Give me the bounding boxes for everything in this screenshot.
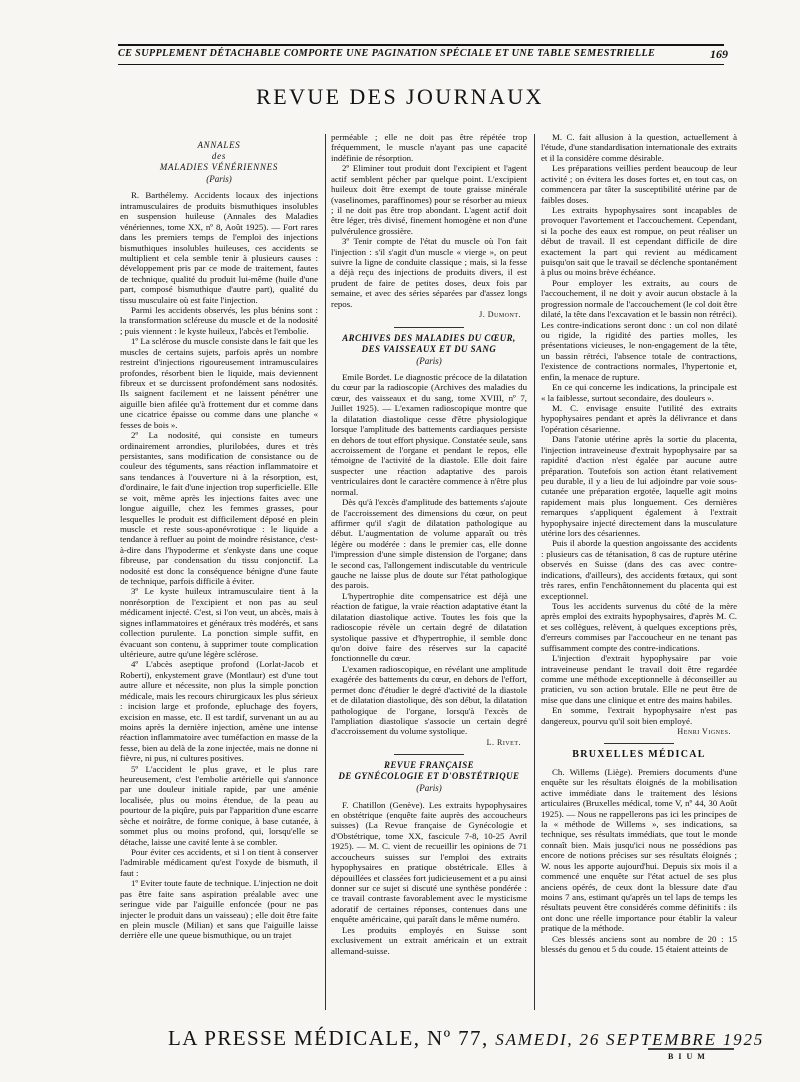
stamp-rule bbox=[648, 1048, 734, 1050]
paragraph: 1º Eviter toute faute de technique. L'injection ne doit pas être faite sans aspiration préalable avec une seringue vide par l'aiguille enfoncée (pour ne pas injecter le produit dans un vaisseau) ; elle doit être faite en plein muscle (Milian) et sans que l'aiguille laisse derrière elle une queue bismuthique, ou un trajet bbox=[120, 878, 318, 941]
paragraph: Pour éviter ces accidents, et si l on tient à conserver l'admirable médicament qu'est l'oxyde de bismuth, il faut : bbox=[120, 847, 318, 878]
paragraph: 2º La nodosité, qui consiste en tumeurs ordinairement arrondies, plurilobées, dures et très persistantes, sans modification de consistance ou de couleur des téguments, sans réaction inflammatoire et sans tendances à l'ouverture ni à la résorption, est, d'ordinaire, le fait d'une injection trop superficielle. Elle se voit, même après les injections faites avec une longue aiguille, chez les femmes grasses, pour lesquelles le produit est difficilement déposé en plein muscle et reste sous-aponévrotique : le liquide a tendance à refluer au point de moindre résistance, c'est-à-dire dans l'hypoderme et s'enkyste dans une coque fibreuse, par condensation du tissu conjonctif. La nodosité est donc la conséquence bénigne d'une faute de technique, parfois difficile à éviter. bbox=[120, 430, 318, 587]
paragraph: F. Chatillon (Genève). Les extraits hypophysaires en obstétrique (enquête faite auprès des accoucheurs suisses) (La Revue française de Gynécologie et d'Obstétrique, tome XX, fascicule 7-8, 10-25 Avril 1925). — M. C. vient de recueillir les opinions de 71 accoucheurs suisses sur l'emploi des extraits hypophysaires en pratique obstétricale. Elles à dépouillées et classées fort judicieusement et a pu ainsi donner sur ce sujet si discuté une synthèse pondérée : ce travail contraste favorablement avec le mysticisme adoratif de certaines réponses, contenues dans une enquête américaine, qui paraît dans le même numéro. bbox=[331, 799, 527, 925]
paragraph: L'examen radioscopique, en révélant une amplitude exagérée des battements du cœur, en dehors de l'effort, permet donc d'étudier le degré d'activité de la diastole et de dilatation diastolique, dès son début, la dilatation pathologique de l'organe, lorsqu'à l'excès de l'ampliation diastolique s'associe un certain degré d'accroissement du volume systolique. bbox=[331, 663, 527, 737]
page-title: REVUE DES JOURNAUX bbox=[256, 84, 544, 109]
column-divider bbox=[325, 134, 326, 1010]
header-rule-bottom bbox=[118, 64, 724, 65]
footer-journal: LA PRESSE MÉDICALE, Nº 77, bbox=[168, 1026, 489, 1050]
section-place: (Paris) bbox=[206, 174, 232, 184]
paragraph: Les extraits hypophysaires sont incapables de provoquer l'avortement et l'accouchement. Cependant, si la poche des eaux est rompue, on peut réaliser un début de travail. Il est cependant difficile de dire exactement la part qui revient au médicament puisqu'on sait que le travail se déclenche spontanément à plus ou moins brève échéance. bbox=[541, 204, 737, 278]
column-1 bbox=[120, 136, 318, 941]
paragraph: Pour employer les extraits, au cours de l'accouchement, il ne doit y avoir aucun obstacle à la progression normale de l'accouchement (le col doit être dilaté, la tête dans l'excavation et le bassin non rétréci). Les contre-indications seront donc : un col non dilaté ou rigide, la rigidité des parties molles, les présentations vicieuses, le non-engagement de la tête, un bassin rétréci, l'absence totale de contractions, l'existence de contractions normales, l'hypertonie et, enfin, la menace de rupture. bbox=[541, 277, 737, 382]
section-divider bbox=[604, 743, 674, 744]
author-signature: Henri Vignes. bbox=[677, 727, 731, 737]
paragraph: Emile Bordet. Le diagnostic précoce de la dilatation du cœur par la radioscopie (Archives des maladies du cœur, des vaisseaux et du sang, tome XVIII, nº 7, Juillet 1925). — L'examen radioscopique montre que la dilatation diastolique cesse d'être physiologique lorsque l'amplitude des battements cardiaques persiste en dehors de tout effort physique. Constatée seule, sans accroissement de l'organe et pendant le repos, elle témoigne de l'activité de la diastole. Elle doit faire suspecter une réaction adaptative des parois ventriculaires dont le caractère commence à n'être plus normal. bbox=[331, 372, 527, 497]
header-rule-top bbox=[118, 44, 724, 46]
library-stamp: BIUM bbox=[668, 1052, 710, 1061]
author-signature: L. Rivet. bbox=[486, 737, 521, 747]
paragraph: Les préparations veillies perdent beaucoup de leur activité ; on évitera les doses fortes et, en tout cas, on commencera par tâter la susceptibilité utérine par de faibles doses. bbox=[541, 163, 737, 205]
paragraph: Tous les accidents survenus du côté de la mère après emploi des extraits hypophysaires, d'après M. C. et ses collègues, relèvent, à quelques exceptions près, d'erreurs commises par l'accoucheur en ne tenant pas suffisamment compte des contre-indications. bbox=[541, 600, 737, 653]
paragraph: Ch. Willems (Liège). Premiers documents d'une enquête sur les résultats éloignés de la mobilisation active immédiate dans le traitement des lésions articulaires (Bruxelles médical, tome V, nº 44, 30 Août 1925). — Nous ne rappellerons pas ici les principes de la « méthode de Willems », ses indications, sa technique, ses résultats immédiats, que tout le monde connaît bien. Mais jusqu'ici nous ne possédions pas encore de notions précises sur ses résultats éloignés ; W. nous les apporte aujourd'hui. Depuis six mois il a commencé une enquête sur l'état actuel de ses plus anciens opérés, de ceux dont la blessure date d'au moins 7 ans, estimant qu'après un tel laps de temps les résultats peuvent être considérés comme définitifs : ils ont donc une réelle importance pour établir la valeur pratique de la méthode. bbox=[541, 766, 737, 934]
paragraph: 3º Le kyste huileux intramusculaire tient à la nonrésorption de l'excipient et non pas au seul médicament injecté. C'est, si l'on veut, un abcès, mais à signes inflammatoires et généraux très modérés, et sans collection purulente. La ponction simple suffit, en évacuant son contenu, à supprimer toute complication ultérieure, autre qu'une légère sclérose. bbox=[120, 586, 318, 659]
footer-date: SAMEDI, 26 SEPTEMBRE 1925 bbox=[495, 1030, 765, 1049]
page-number: 169 bbox=[710, 47, 728, 61]
section-place: (Paris) bbox=[416, 355, 442, 366]
page-footer bbox=[168, 1026, 765, 1054]
section-heading bbox=[331, 333, 527, 355]
paragraph: Parmi les accidents observés, les plus bénins sont : la transformation scléreuse du muscle et de la nodosité ; puis viennent : le kyste huileux, l'abcès et l'embolie. bbox=[120, 305, 318, 336]
paragraph: Les produits employés en Suisse sont exclusivement un extrait américain et un extrait allemand-suisse. bbox=[331, 924, 527, 956]
section-divider bbox=[394, 327, 464, 328]
paragraph: L'injection d'extrait hypophysaire par voie intraveineuse pendant le travail doit être regardée comme une méthode exceptionnelle à déconseiller au praticien, vu son action brutale. Elle ne peut être de mise que dans une clinique et entre des mains habiles. bbox=[541, 653, 737, 705]
heading-line: MALADIES VÉNÉRIENNES bbox=[159, 162, 279, 172]
heading-line: ARCHIVES DES MALADIES DU CŒUR, bbox=[342, 332, 516, 343]
paragraph: En ce qui concerne les indications, la principale est « la faiblesse, surtout secondaire, des douleurs ». bbox=[541, 382, 737, 403]
heading-line: DE GYNÉCOLOGIE ET D'OBSTÉTRIQUE bbox=[338, 771, 520, 782]
paragraph: En somme, l'extrait hypophysaire n'est pas dangereux, pourvu qu'il soit bien employé. bbox=[541, 705, 737, 726]
section-divider bbox=[394, 754, 464, 755]
section-heading bbox=[331, 760, 527, 782]
paragraph: perméable ; elle ne doit pas être répétée trop fréquemment, le muscle n'ayant pas une capacité indéfinie de résorption. bbox=[331, 132, 527, 163]
heading-line: DES VAISSEAUX ET DU SANG bbox=[361, 343, 497, 354]
column-3 bbox=[541, 132, 737, 954]
section-place: (Paris) bbox=[416, 783, 442, 794]
supplement-notice: CE SUPPLEMENT DÉTACHABLE COMPORTE UNE PAGINATION SPÉCIALE ET UNE TABLE SEMESTRIELLE bbox=[118, 48, 656, 59]
paragraph: Ces blessés anciens sont au nombre de 20 : 15 blessés du genou et 5 du coude. 15 étaient atteints de bbox=[541, 933, 737, 955]
heading-line: ANNALES bbox=[197, 140, 241, 150]
paragraph: Puis il aborde la question angoissante des accidents : plusieurs cas de tétanisation, 8 cas de rupture utérine observés en Suisse (dans des cas avec contre-indications, d'ailleurs), des accidents fœtaux, qui sont très rares, enfin l'enchâtonnement du placenta qui est exceptionnel. bbox=[541, 538, 737, 601]
paragraph: Dans l'atonie utérine après la sortie du placenta, l'injection intraveineuse d'extrait hypophysaire par sa rapidité d'action n'est égalée par aucune autre préparation. Toutefois son action étant relativement peu durable, il y a lieu de lui adjoindre par voie sous-cutanée une préparation ergotée, laquelle agit moins rapidement mais plus longuement. Ces dernières remarques s'appliquent également à l'extrait hypophysaire injecté directement dans la musculature utérine lors des césariennes. bbox=[541, 434, 737, 539]
paragraph: 3º Tenir compte de l'état du muscle où l'on fait l'injection : s'il s'agit d'un muscle « vierge », on peut suivre la ligne de conduite classique ; mais, si la fesse a déjà reçu des injections de produits divers, il est prudent de faire de petites doses, deux fois par semaine, et avec des séries séparées par d'assez longs repos. bbox=[331, 236, 527, 309]
section-heading bbox=[120, 140, 318, 173]
paragraph: Dès qu'à l'excès d'amplitude des battements s'ajoute de l'accroissement des dimensions du cœur, on peut affirmer qu'il s'agit de dilatation pathologique au début. L'augmentation de volume apparaît ou très légère ou modérée : dans le premier cas, elle donne l'impression d'une simple distension de l'organe; dans le second cas, l'allongement indiscutable du ventricule gauche ne laisse plus de doute sur l'état pathologique des parois. bbox=[331, 497, 527, 591]
paragraph: 5º L'accident le plus grave, et le plus rare heureusement, c'est l'embolie artérielle qui s'annonce par une douleur initiale rapide, par une aménie localisée, plus ou moins étendue, de la peau au pourtour de la piqûre, puis par l'apparition d'une escarre sèche et noirâtre, de forme conique, à base cutanée, à sommet plus ou moins profond, qui, lorsqu'elle se détache, laisse une cavité lente à se combler. bbox=[120, 763, 318, 847]
paragraph: 2º Eliminer tout produit dont l'excipient et l'agent actif semblent pécher par quelque point. L'excipient huileux doit être exempt de toute graisse minérale (vaselinomes, paraffinomes) pour se résorber au mieux ; il ne doit pas être trop abondant. L'agent actif doit être léger, très divisé, finement homogène et non d'une pulvérulence grossière. bbox=[331, 163, 527, 236]
paragraph: M. C. envisage ensuite l'utilité des extraits hypophysaires pendant et après la délivrance et dans l'opération césarienne. bbox=[541, 402, 737, 434]
paragraph: L'hypertrophie dite compensatrice est déjà une réaction de fatigue, la vraie réaction adaptative étant la dilatation diastolique active. Toutes les fois que la radioscopie révèle un certain degré de dilatation systolique passive et d'hypertrophie, il semble donc qu'on doive faire des réserves sur la capacité fonctionnelle du cœur. bbox=[331, 590, 527, 664]
author-signature: J. Dumont. bbox=[479, 310, 521, 320]
paragraph: M. C. fait allusion à la question, actuellement à l'étude, d'une standardisation internationale des extraits et il la considère comme désirable. bbox=[541, 132, 737, 163]
column-divider bbox=[534, 134, 535, 1010]
column-2 bbox=[331, 132, 527, 956]
heading-line: des bbox=[211, 151, 227, 161]
section-heading: BRUXELLES MÉDICAL bbox=[572, 749, 706, 761]
paragraph: 1º La sclérose du muscle consiste dans le fait que les muscles de certains sujets, parfois après un nombre restreint d'injections rigoureusement intramusculaires profondes, résorbent bien le liquide, mais deviennent fibreux et se durcissent profondément sans nodosités. Ils saignent facilement et ne laissent pénétrer une aiguille bien afilée qu'à frottement dur et comme dans une cicatrice épaisse ou comme dans une planche « fesses de bois ». bbox=[120, 336, 318, 430]
paragraph: 4º L'abcès aseptique profond (Lorlat-Jacob et Roberti), enkystement grave (Montlaur) est d'une tout autre allure et nécessite, non plus la simple ponction médicale, mais les recours chirurgicaux les plus sérieux : incision large et profonde, epluchage des foyers, excision en masse, etc. Il est tardif, survenant un au au moins après la dernière injection, amène une intense réaction inflammatoire avec tuméfaction en masse de la fesse, bien au delà de la zone injectée, mais ne donne ni fièvre, ni pus, ni cultures positives. bbox=[120, 659, 318, 764]
page-header bbox=[118, 44, 728, 66]
paragraph: R. Barthélemy. Accidents locaux des injections intramusculaires de produits bismuthiques insolubles en suspension huileuse (Annales des Maladies vénériennes, tome XX, nº 8, Août 1925). — Fort rares dans les premiers temps de l'emploi des injections bismuthiques insolubles huileuses, ces accidents se multiplient et cela semble tenir à plusieurs causes : développement pris par ce mode de traitement, fautes de technique, qualité du produit lui-même (huile d'une part, composé bismuthique d'autre part), qualité du tissu musculaire où est faite l'injection. bbox=[120, 190, 318, 305]
heading-line: REVUE FRANÇAISE bbox=[383, 760, 475, 771]
